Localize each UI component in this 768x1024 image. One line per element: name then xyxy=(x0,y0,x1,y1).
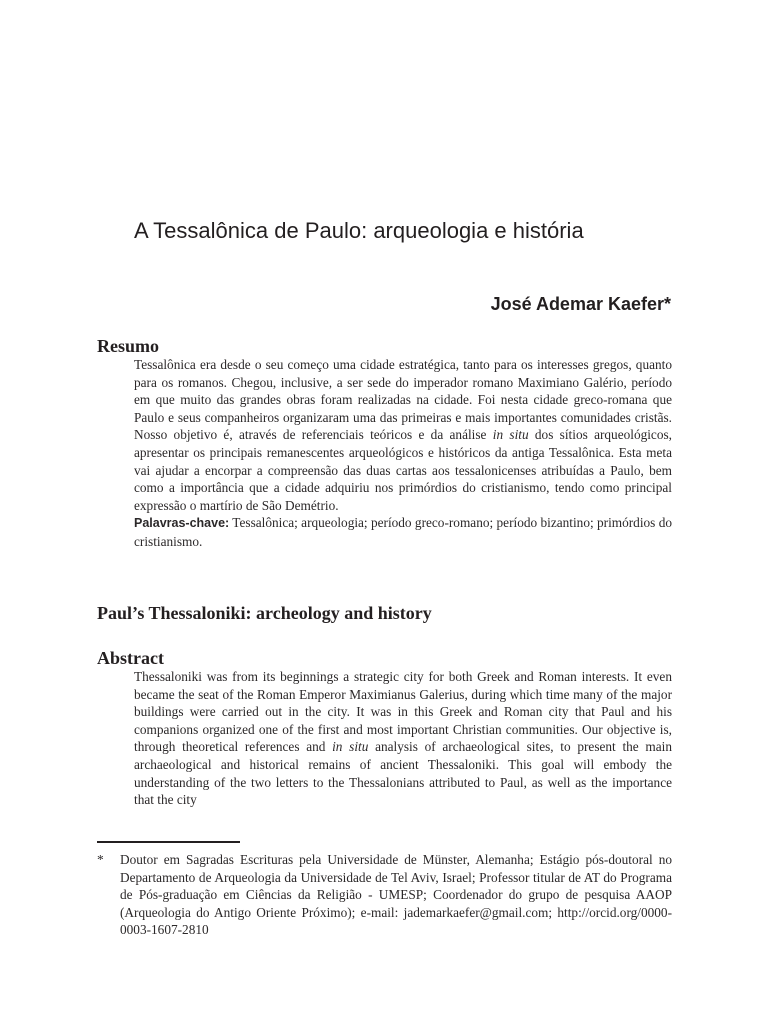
footnote-text: Doutor em Sagradas Escrituras pela Universidade de Münster, Alemanha; Estágio pós-doutoral no Departamento de Arqueologia da Universidade de Tel Aviv, Israel; Professor titular de AT do Programa de Pós-graduação em Ciências da Religião - UMESP; Coordenador do grupo de pesquisa AAOP (Arqueologia do Antigo Oriente Próximo); e-mail: jademarkaefer@gmail.com; http://orcid.org/0000-0003-1607-2810 xyxy=(120,852,672,938)
abstract-body xyxy=(134,668,672,809)
keywords-text: Tessalônica; arqueologia; período greco-romano; período bizantino; primórdios do cristianismo. xyxy=(134,515,672,549)
resumo-heading: Resumo xyxy=(97,336,159,356)
english-title: Paul’s Thessaloniki: archeology and history xyxy=(97,603,432,623)
abstract-heading: Abstract xyxy=(97,648,164,668)
footnote xyxy=(97,851,672,939)
resumo-paragraph xyxy=(134,356,672,514)
resumo-body xyxy=(134,356,672,551)
resumo-text: Tessalônica era desde o seu começo uma cidade estratégica, tanto para os interesses gregos, quanto para os romanos. Chegou, inclusive, a ser sede do imperador romano Maximiano Galério, período em que muito das grandes obras foram realizadas na cidade. Foi nesta cidade greco-romana que Paulo e seus companheiros organizaram uma das primeiras e mais importantes comunidades cristãs. Nosso objetivo é, através de referenciais teóricos e da análise xyxy=(134,357,672,443)
resumo-text-continued: dos sítios arqueológicos, apresentar os principais remanescentes arqueológicos e históricos da antiga Tessalônica. Esta meta vai ajudar a encorpar a compreensão das duas cartas aos tessalonicenses atribuídas a Paulo, bem como a importância que a cidade adquiriu nos primórdios do cristianismo, tendo como principal expressão o martírio de São Demétrio. xyxy=(134,427,672,513)
author-name: José Ademar Kaefer* xyxy=(490,294,671,314)
footnote-marker: * xyxy=(97,852,104,867)
footnote-divider xyxy=(97,841,240,843)
abstract-italic-term: in situ xyxy=(332,739,369,755)
abstract-text-continued: analysis of archaeological sites, to present the main archaeological and historical remains of ancient Thessaloniki. This goal will embody the understanding of the two letters to the Thessalonians attributed to Paul, as well as the importance that the city xyxy=(134,739,672,808)
abstract-paragraph xyxy=(134,668,672,809)
article-title: A Tessalônica de Paulo: arqueologia e história xyxy=(134,218,584,243)
resumo-italic-term: in situ xyxy=(492,427,529,443)
keywords-label: Palavras-chave: xyxy=(134,516,230,531)
keywords-paragraph xyxy=(134,514,672,550)
abstract-text: Thessaloniki was from its beginnings a strategic city for both Greek and Roman interests. It even became the seat of the Roman Emperor Maximianus Galerius, during which time many of the major buildings were carried out in the city. It was in this Greek and Roman city that Paul and his companions organized one of the first and most important Christian communities. Our objective is, through theoretical references and xyxy=(134,669,672,755)
